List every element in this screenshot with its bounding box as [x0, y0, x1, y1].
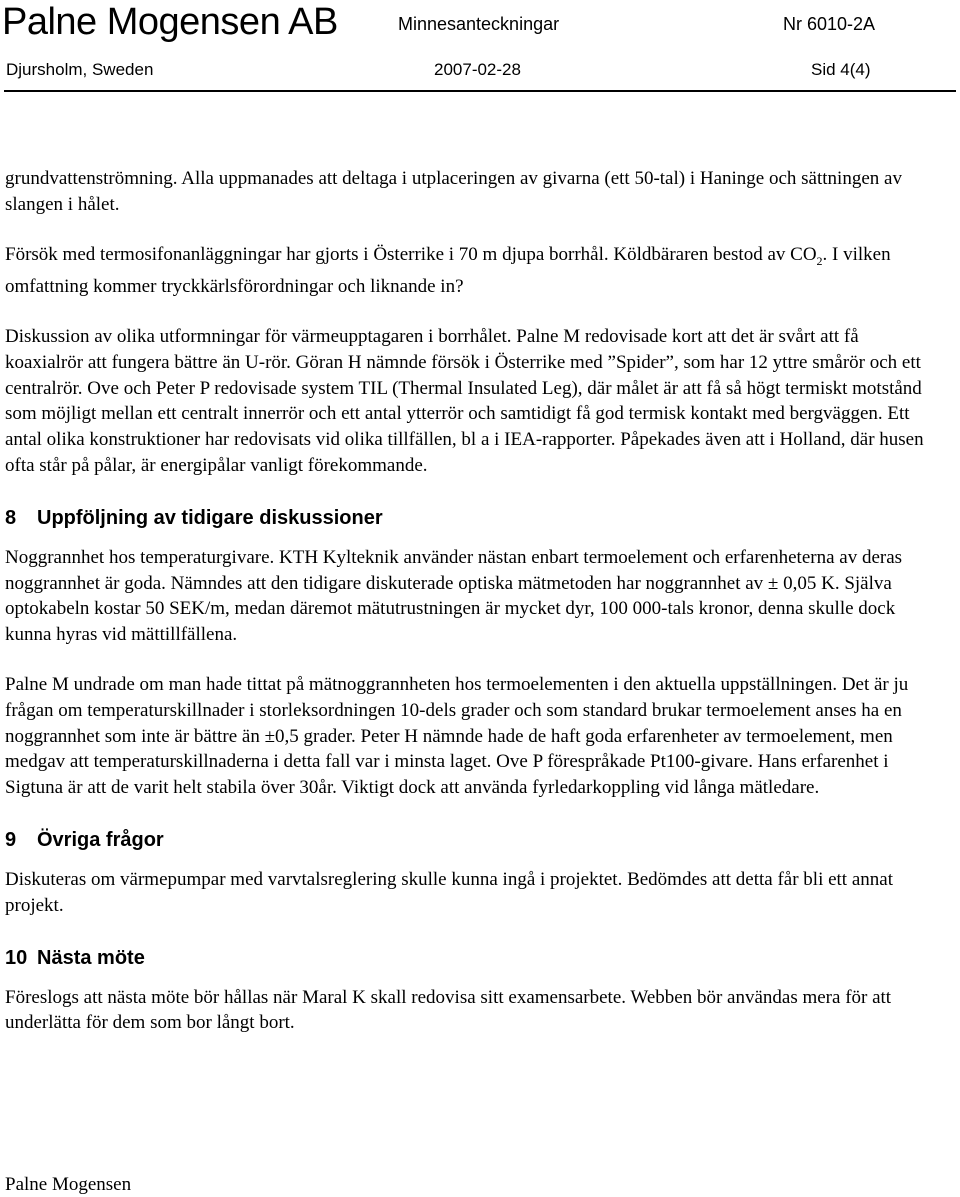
subscript: 2: [816, 253, 823, 268]
section-title: Nästa möte: [37, 946, 145, 969]
header-divider: [4, 90, 956, 92]
page-number: Sid 4(4): [811, 60, 871, 79]
paragraph: Diskuteras om värmepumpar med varvtalsreglering skulle kunna ingå i projektet. Bedömdes att detta får bli ett annat projekt.: [5, 868, 893, 916]
section-heading: [5, 505, 925, 531]
document-body: [5, 166, 925, 1036]
sections: [5, 479, 925, 1036]
document-date: 2007-02-28: [434, 60, 521, 79]
section-heading: [5, 827, 925, 853]
company-name: Palne Mogensen AB: [2, 1, 338, 43]
paragraph: [5, 242, 925, 300]
section-number: 9: [5, 828, 17, 851]
signature: Palne Mogensen: [5, 1174, 132, 1195]
paragraph: Föreslogs att nästa möte bör hållas när Maral K skall redovisa sitt examensarbete. Webben bör användas mera för att underlätta för dem som bor långt bort.: [5, 986, 892, 1034]
section-heading: [5, 945, 925, 971]
section-title: Övriga frågor: [37, 828, 164, 851]
location: Djursholm, Sweden: [6, 60, 154, 79]
paragraph-text: . I vilken omfattning kommer tryckkärlsförordningar och liknande in?: [5, 243, 891, 298]
page-header: [0, 0, 960, 96]
paragraph: Diskussion av olika utformningar för värmeupptagaren i borrhålet. Palne M redovisade kort att det är svårt att få koaxialrör att fungera bättre än U-rör. Göran H nämnde försök i Österrike med ”Spider”, som har 12 yttre smårör och ett centralrör. Ove och Peter P redovisade system TIL (Thermal Insulated Leg), där målet är att få så högt termiskt motstånd som möjligt mellan ett centralt innerrör och ett antal ytterrör och samtidigt få god termisk kontakt med bergväggen. Ett antal olika konstruktioner har redovisats vid olika tillfällen, bl a i IEA-rapporter. Påpekades även att i Holland, där husen ofta står på pålar, är energipålar vanligt förekommande.: [5, 325, 924, 476]
section-title: Uppföljning av tidigare diskussioner: [37, 506, 383, 529]
paragraph: grundvattenströmning. Alla uppmanades att deltaga i utplaceringen av givarna (ett 50-tal) i Haninge och sättningen av slangen i hålet.: [5, 168, 902, 215]
section-number: 8: [5, 506, 17, 529]
document-number: Nr 6010-2A: [783, 14, 876, 34]
paragraph-text: Försök med termosifonanläggningar har gjorts i Österrike i 70 m djupa borrhål. Köldbäraren bestod av CO: [5, 243, 817, 265]
document-type: Minnesanteckningar: [398, 14, 560, 34]
paragraph: Palne M undrade om man hade tittat på mätnoggrannheten hos termoelementen i den aktuella uppställningen. Det är ju frågan om temperaturskillnader i storleksordningen 10-dels grader och som standard brukar termoelement anses ha en noggrannhet som inte är bättre än ±0,5 grader. Peter H nämnde hade de haft goda erfarenheter av termoelement, men medgav att temperaturskillnaderna i detta fall var i minsta laget. Ove P förespråkade Pt100-givare. Hans erfarenhet i Sigtuna är att de varit helt stabila över 30år. Viktigt dock att använda fyrledarkoppling vid långa mätledare.: [5, 673, 909, 799]
paragraph: Noggrannhet hos temperaturgivare. KTH Kylteknik använder nästan enbart termoelement och erfarenheterna av deras noggrannhet är goda. Nämndes att den tidigare diskuterade optiska mätmetoden har noggrannhet av ± 0,05 K. Själva optokabeln kostar 50 SEK/m, medan däremot mätutrustningen är mycket dyr, 100 000-tals kronor, denna skulle dock kunna hyras vid mättillfällena.: [5, 546, 903, 646]
section-number: 10: [5, 946, 28, 969]
